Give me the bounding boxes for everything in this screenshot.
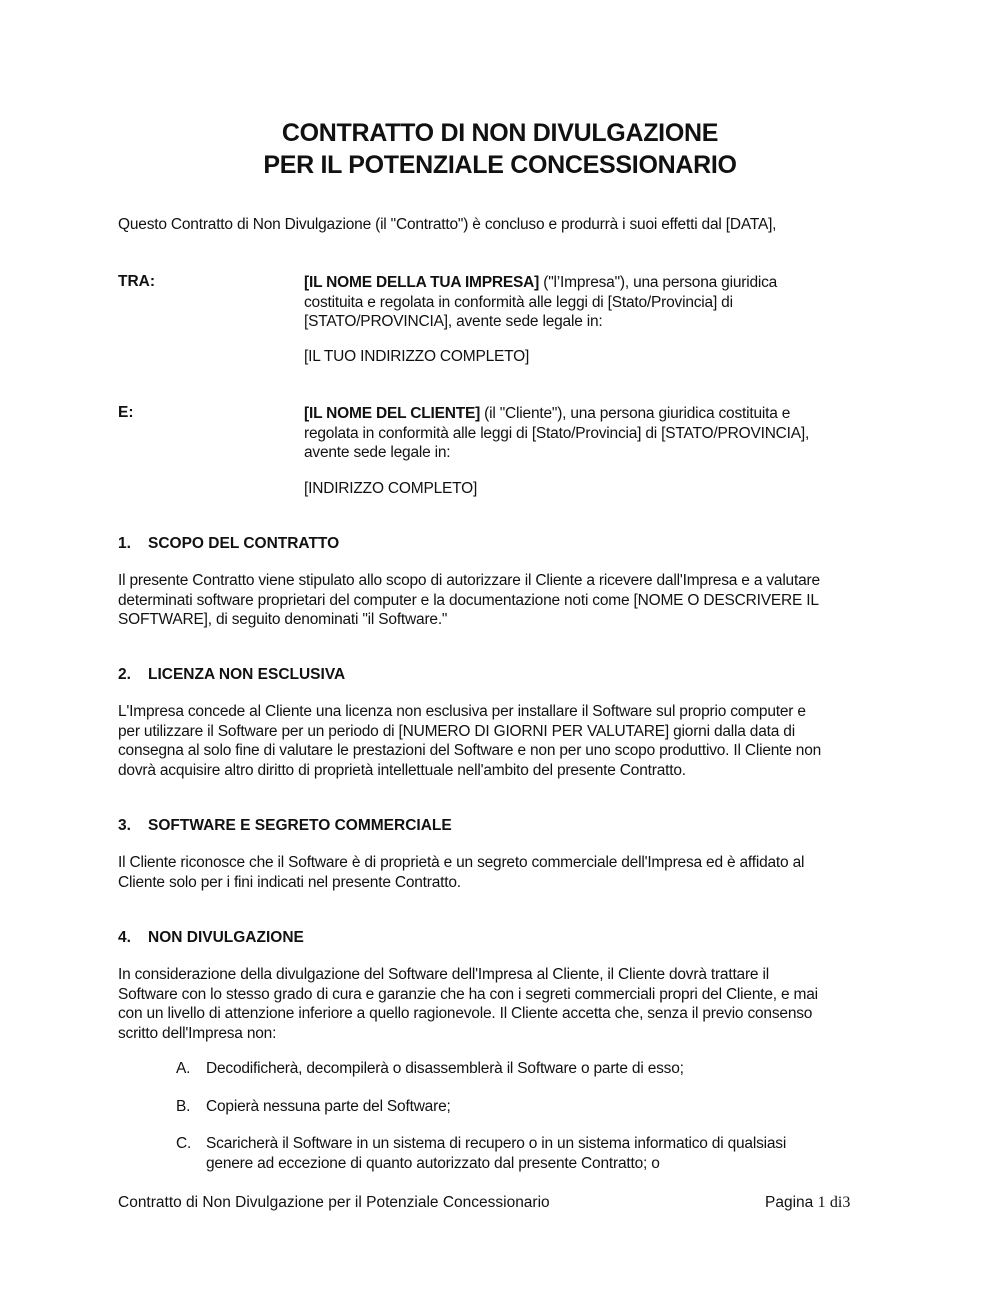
body-line: Il presente Contratto viene stipulato allo scopo di autorizzare il Cliente a ricevere dall'Impresa e a valutare <box>118 572 820 589</box>
page-number <box>765 1194 850 1212</box>
body-line: SOFTWARE], di seguito denominati "il Software." <box>118 611 448 629</box>
total-pages: 3 <box>842 1194 851 1211</box>
section-number: 2. <box>118 666 131 683</box>
body-line: con un livello di attenzione inferiore a quello ragionevole. Il Cliente accetta che, senza il previo consenso <box>118 1005 813 1023</box>
title-line-1: CONTRATTO DI NON DIVULGAZIONE <box>281 119 719 147</box>
list-text: Copierà nessuna parte del Software; <box>206 1098 451 1115</box>
body-line: determinati software proprietari del computer e la documentazione noti come [NOME O DESCRIVERE IL <box>118 591 819 609</box>
document-title <box>0 117 1000 181</box>
section-heading-3 <box>118 817 452 835</box>
section-heading-2 <box>118 666 345 684</box>
current-page: 1 <box>817 1194 826 1211</box>
page-label: Pagina <box>765 1194 814 1211</box>
company-name-placeholder: [IL NOME DELLA TUA IMPRESA] <box>304 274 540 291</box>
section-number: 3. <box>118 817 131 834</box>
body-line: dovrà acquisire altro diritto di proprietà intellettuale nell'ambito del presente Contratto. <box>118 761 686 779</box>
party-text: regolata in conformità alle leggi di [Stato/Provincia] di [STATO/PROVINCIA], <box>304 424 810 442</box>
company-address-placeholder: [IL TUO INDIRIZZO COMPLETO] <box>304 348 530 365</box>
party-client <box>304 404 884 463</box>
body-line: Cliente solo per i fini indicati nel presente Contratto. <box>118 873 461 891</box>
body-line: In considerazione della divulgazione del Software dell'Impresa al Cliente, il Cliente dovrà trattare il <box>118 966 769 983</box>
section-number: 4. <box>118 929 131 946</box>
section-body-4 <box>118 965 878 1043</box>
party-text: [STATO/PROVINCIA], avente sede legale in: <box>304 313 603 331</box>
section-title: SOFTWARE E SEGRETO COMMERCIALE <box>148 817 452 834</box>
client-address-placeholder: [INDIRIZZO COMPLETO] <box>304 480 478 497</box>
list-letter: B. <box>176 1098 191 1115</box>
list-text-line: Scaricherà il Software in un sistema di recupero o in un sistema informatico di qualsiasi <box>206 1135 787 1152</box>
section-title: SCOPO DEL CONTRATTO <box>148 535 340 552</box>
list-text: Decodificherà, decompilerà o disassemblerà il Software o parte di esso; <box>206 1060 684 1077</box>
section-body-1 <box>118 571 878 630</box>
section-heading-4 <box>118 929 304 947</box>
party-text: ("l’Impresa"), una persona giuridica <box>539 274 778 291</box>
list-letter: C. <box>176 1135 192 1152</box>
party-text: costituita e regolata in conformità alle leggi di [Stato/Provincia] di <box>304 293 733 311</box>
of-label: di <box>829 1194 843 1211</box>
body-line: Il Cliente riconosce che il Software è di proprietà e un segreto commerciale dell'Impresa ed è affidato al <box>118 854 805 871</box>
section-body-2 <box>118 702 878 780</box>
body-line: Software con lo stesso grado di cura e garanzie che ha con i segreti commerciali propri del Cliente, e mai <box>118 985 818 1003</box>
party-label-tra: TRA: <box>118 273 156 290</box>
intro-paragraph: Questo Contratto di Non Divulgazione (il "Contratto") è concluso e produrrà i suoi effetti dal [DATA], <box>118 216 777 233</box>
footer-title: Contratto di Non Divulgazione per il Potenziale Concessionario <box>118 1194 550 1211</box>
title-line-2: PER IL POTENZIALE CONCESSIONARIO <box>263 151 737 179</box>
section-body-3 <box>118 853 878 892</box>
party-text: (il "Cliente"), una persona giuridica costituita e <box>480 405 791 422</box>
list-letter: A. <box>176 1060 191 1077</box>
client-name-placeholder: [IL NOME DEL CLIENTE] <box>304 405 481 422</box>
party-text: avente sede legale in: <box>304 444 451 462</box>
body-line: scritto dell'Impresa non: <box>118 1024 277 1042</box>
body-line: L'Impresa concede al Cliente una licenza non esclusiva per installare il Software sul proprio computer e <box>118 703 806 720</box>
section-number: 1. <box>118 535 131 552</box>
party-company <box>304 273 884 332</box>
party-label-e: E: <box>118 404 134 421</box>
list-text <box>206 1134 876 1173</box>
body-line: consegna al solo fine di valutare le prestazioni del Software e non per uno scopo produttivo. Il Cliente non <box>118 742 822 760</box>
section-heading-1 <box>118 535 339 553</box>
body-line: per utilizzare il Software per un periodo di [NUMERO DI GIORNI PER VALUTARE] giorni dalla data di <box>118 722 795 740</box>
section-title: LICENZA NON ESCLUSIVA <box>148 666 346 683</box>
section-title: NON DIVULGAZIONE <box>148 929 304 946</box>
list-text-line: genere ad eccezione di quanto autorizzato dal presente Contratto; o <box>206 1154 660 1172</box>
